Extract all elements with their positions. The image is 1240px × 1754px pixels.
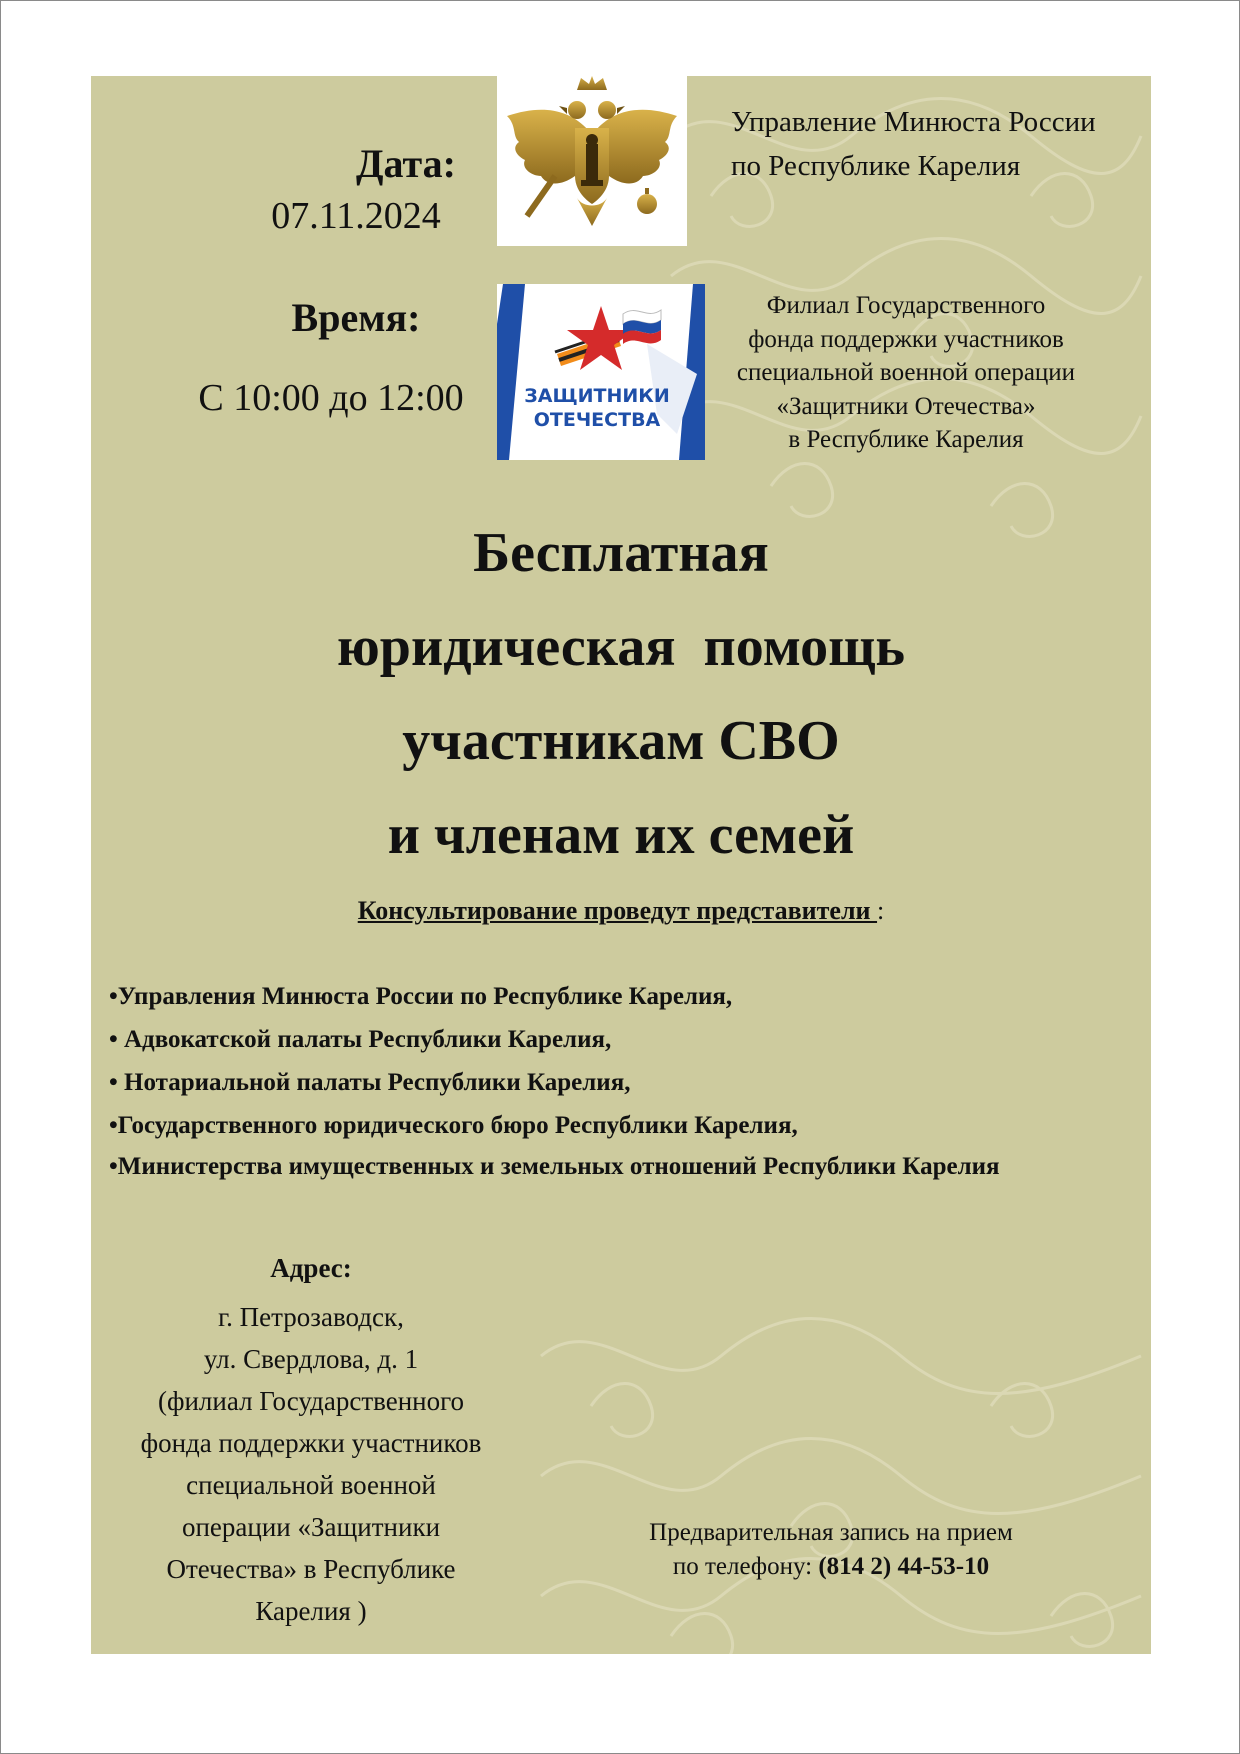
address-line: ул. Свердлова, д. 1 — [203, 1344, 419, 1374]
title-line2: юридическая помощь — [337, 616, 905, 678]
title-line3: участникам СВО — [402, 710, 840, 772]
time-label: Время: — [291, 295, 421, 340]
address-line: Карелия ) — [255, 1596, 367, 1626]
title-line4: и членам их семей — [387, 804, 855, 866]
date-value: 07.11.2024 — [271, 195, 441, 237]
booking-info — [591, 1516, 1071, 1584]
list-item: •Управления Минюста России по Республике Карелия, — [109, 983, 733, 1010]
list-item: • Адвокатской палаты Республики Карелия, — [109, 1026, 612, 1053]
address-line: фонда поддержки участников — [140, 1428, 482, 1458]
booking-prefix: по телефону: — [672, 1553, 819, 1580]
ministry-emblem-logo — [497, 76, 687, 246]
booking-line1: Предварительная запись на прием — [649, 1519, 1013, 1546]
address-text — [91, 1296, 531, 1632]
main-title — [131, 506, 1111, 882]
ornament-bottom — [531, 1316, 1151, 1654]
address-line: Отечества» в Республике — [166, 1554, 456, 1584]
date-label: Дата: — [356, 141, 456, 186]
fund-name-line4: «Защитники Отечества» — [776, 392, 1036, 420]
logo-text-line2: ОТЕЧЕСТВА — [533, 409, 661, 431]
list-item: •Министерства имущественных и земельных отношений Республики Карелия — [109, 1153, 1000, 1180]
consultation-heading — [91, 896, 1151, 926]
fund-name-line5: в Республике Карелия — [788, 426, 1024, 453]
address-label: Адрес: — [270, 1253, 352, 1283]
logo-text-line1: ЗАЩИТНИКИ — [524, 385, 670, 407]
fund-name-line3: специальной военной операции — [736, 359, 1076, 386]
defenders-fund-logo — [497, 284, 705, 460]
fund-name-line1: Филиал Государственного — [766, 292, 1046, 319]
fund-name — [706, 289, 1106, 457]
list-item: • Нотариальной палаты Республики Карелия, — [109, 1069, 631, 1096]
booking-line2 — [591, 1550, 1071, 1584]
address-line: специальной военной — [186, 1470, 436, 1500]
address-line: (филиал Государственного — [157, 1386, 465, 1416]
consultation-heading-colon: : — [877, 896, 885, 925]
ministry-name-line2: по Республике Карелия — [731, 150, 1021, 182]
fund-name-line2: фонда поддержки участников — [748, 325, 1064, 353]
ministry-name-line1: Управление Минюста России — [731, 106, 1096, 138]
address-line: г. Петрозаводск, — [218, 1302, 404, 1332]
representatives-list — [105, 975, 1136, 1187]
consultation-heading-text: Консультирование проведут представители — [357, 896, 878, 925]
double-headed-eagle-icon — [497, 76, 687, 246]
list-item: •Государственного юридического бюро Республики Карелия, — [109, 1112, 798, 1139]
phone-number: (814 2) 44-53-10 — [818, 1553, 990, 1580]
defenders-logo-graphic — [497, 284, 705, 460]
ministry-name — [731, 100, 1151, 188]
time-value: С 10:00 до 12:00 — [198, 377, 464, 419]
address-line: операции «Защитники — [181, 1512, 441, 1542]
poster — [91, 76, 1151, 1654]
title-line1: Бесплатная — [473, 522, 769, 584]
